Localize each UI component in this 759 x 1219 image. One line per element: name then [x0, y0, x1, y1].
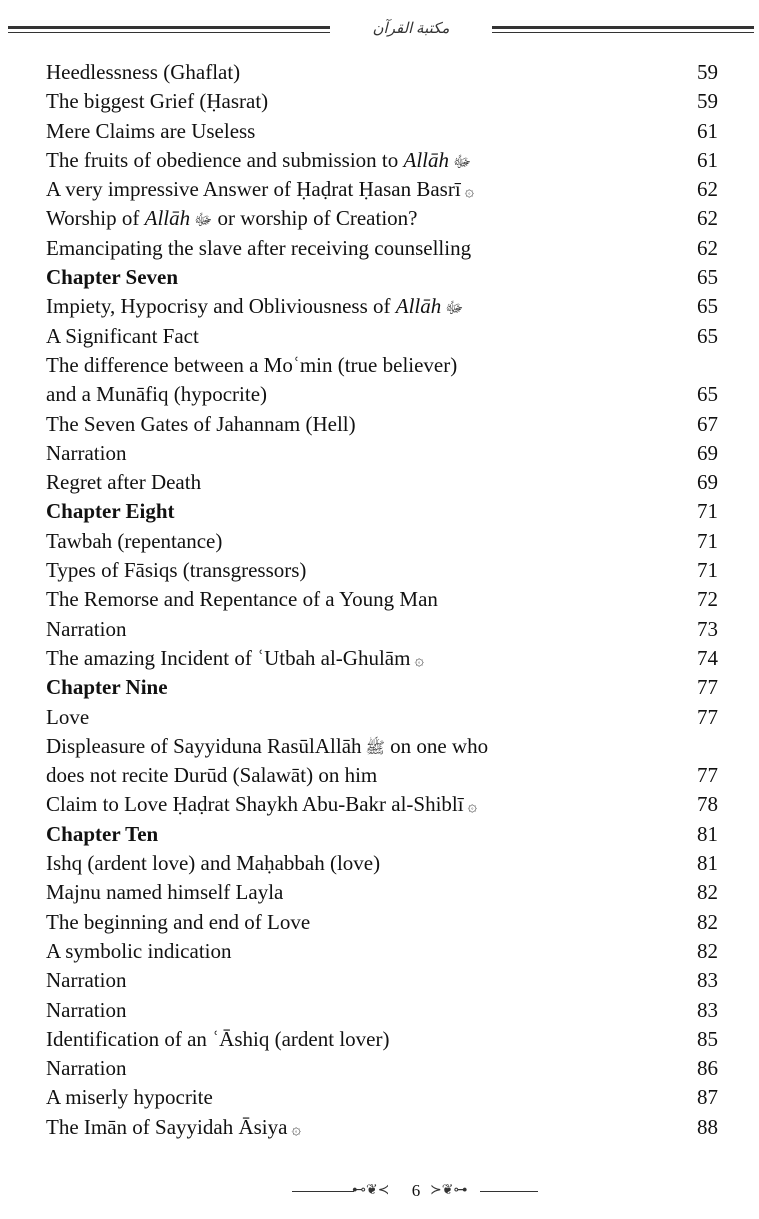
toc-entry: [46, 439, 718, 468]
toc-entry: [46, 292, 718, 321]
toc-entry-text: Regret after Death: [46, 470, 202, 495]
toc-entry-italic: Allāh: [403, 147, 450, 172]
toc-chapter-heading: [46, 673, 718, 702]
footer-line-right: [480, 1191, 538, 1192]
toc-entry-text: Narration: [46, 440, 127, 465]
footer-ornament-right: ≻❦⊶: [430, 1183, 468, 1198]
honorific-icon: ﷺ: [365, 739, 385, 757]
toc-entry-title: [46, 1085, 213, 1109]
toc-entry-text: Mere Claims are Useless: [46, 118, 256, 143]
toc-entry-title: [46, 499, 175, 523]
toc-entry-text: Narration: [46, 616, 127, 641]
toc-entry-title: [46, 177, 474, 201]
toc-page-number: 77: [697, 763, 718, 788]
footer-ornament-left: ⊷❦≺: [352, 1183, 390, 1198]
toc-entry: [46, 996, 718, 1025]
toc-entry-text-after: or worship of Creation?: [212, 206, 418, 231]
toc-entry-text: and a Munāfiq (hypocrite): [46, 382, 268, 407]
toc-page-number: 65: [697, 323, 718, 348]
page-header: [0, 10, 759, 44]
toc-page-number: 62: [697, 177, 718, 202]
toc-entry-text: Chapter Nine: [46, 675, 168, 700]
toc-page-number: 73: [697, 616, 718, 641]
toc-entry-title: [46, 1056, 126, 1080]
toc-entry-title: [46, 968, 126, 992]
toc-entry: [46, 878, 718, 907]
header-rule-left: [8, 26, 330, 29]
toc-page-number: 71: [697, 528, 718, 553]
toc-page-number: 65: [697, 382, 718, 407]
toc-entry-text: Narration: [46, 1056, 127, 1081]
toc-entry-title: [46, 880, 283, 904]
toc-entry: [46, 761, 718, 790]
toc-entry: [46, 468, 718, 497]
toc-entry-text: The Imān of Sayyidah Āsiya: [46, 1114, 288, 1139]
toc-entry: [46, 1113, 718, 1142]
toc-entry-text: Emancipating the slave after receiving counselling: [46, 235, 472, 260]
toc-entry: [46, 790, 718, 819]
toc-page-number: 77: [697, 675, 718, 700]
toc-entry-title: [46, 851, 380, 875]
toc-entry-title: [46, 763, 377, 787]
toc-page-number: 82: [697, 880, 718, 905]
toc-entry-title: [46, 353, 457, 377]
toc-entry: [46, 849, 718, 878]
toc-page-number: 77: [697, 704, 718, 729]
toc-page-number: 74: [697, 645, 718, 670]
toc-page-number: 81: [697, 851, 718, 876]
toc-entry-title: [46, 792, 477, 816]
toc-entry: [46, 966, 718, 995]
header-rule-left-thin: [8, 32, 330, 33]
toc-entry-title: [46, 60, 240, 84]
toc-entry-title: [46, 587, 438, 611]
toc-chapter-heading: [46, 263, 718, 292]
toc-entry: [46, 175, 718, 204]
honorific-icon: ۞: [464, 183, 475, 201]
toc-page-number: 87: [697, 1085, 718, 1110]
toc-entry-text: The amazing Incident of ʿUtbah al-Ghulām: [46, 645, 411, 670]
toc-entry-title: [46, 529, 222, 553]
honorific-icon: ﷻ: [445, 300, 464, 318]
page-number: 6: [411, 1181, 421, 1200]
toc-entry-text: Love: [46, 704, 90, 729]
toc-entry-text: Identification of an ʿĀshiq (ardent lover): [46, 1026, 390, 1051]
toc-entry-text: Types of Fāsiqs (transgressors): [46, 558, 307, 583]
toc-entry: [46, 937, 718, 966]
toc-entry-title: [46, 206, 418, 230]
toc-entry: [46, 644, 718, 673]
toc-entry: [46, 527, 718, 556]
honorific-icon: ۞: [467, 798, 477, 816]
toc-entry: [46, 87, 718, 116]
toc-entry-title: [46, 265, 178, 289]
toc-entry-text: Majnu named himself Layla: [46, 880, 284, 905]
toc-page-number: 69: [697, 440, 718, 465]
toc-entry-title: [46, 1027, 389, 1051]
toc-page-number: 59: [697, 89, 718, 114]
toc-page-number: 62: [697, 235, 718, 260]
toc-entry-text: The Remorse and Repentance of a Young Man: [46, 587, 438, 612]
toc-entry-title: [46, 119, 255, 143]
toc-entry: [46, 615, 718, 644]
toc-entry-text: Ishq (ardent love) and Maḥabbah (love): [46, 851, 381, 876]
toc-chapter-heading: [46, 497, 718, 526]
toc-entry-title: [46, 939, 231, 963]
toc-entry: [46, 1083, 718, 1112]
toc-entry-title: [46, 910, 310, 934]
toc-entry-title: [46, 148, 471, 172]
toc-entry: [46, 732, 718, 761]
toc-page-number: 71: [697, 558, 718, 583]
toc-entry-text: A very impressive Answer of Ḥaḍrat Ḥasan Basrī: [46, 177, 461, 202]
toc-entry-text: Chapter Seven: [46, 265, 179, 290]
toc-entry: [46, 585, 718, 614]
toc-page-number: 69: [697, 470, 718, 495]
toc-entry-title: [46, 470, 201, 494]
toc-entry-title: [46, 998, 126, 1022]
toc-entry: [46, 117, 718, 146]
toc-page-number: 86: [697, 1056, 718, 1081]
toc-page-number: 65: [697, 265, 718, 290]
toc-entry-text: Tawbah (repentance): [46, 528, 223, 553]
toc-entry-title: [46, 646, 424, 670]
toc-entry-italic: Allāh: [144, 206, 191, 231]
toc-entry-title: [46, 441, 126, 465]
toc-entry-title: [46, 617, 126, 641]
toc-entry: [46, 351, 718, 380]
toc-entry-text: The fruits of obedience and submission to: [46, 147, 404, 172]
toc-page-number: 78: [697, 792, 718, 817]
toc-entry: [46, 1054, 718, 1083]
toc-entry-text: Impiety, Hypocrisy and Obliviousness of: [46, 294, 396, 319]
toc-entry: [46, 703, 718, 732]
honorific-icon: ﷻ: [194, 212, 213, 230]
toc-entry-text: Narration: [46, 968, 127, 993]
header-rule-right: [492, 26, 754, 29]
toc-page-number: 72: [697, 587, 718, 612]
page-footer: [0, 1179, 759, 1203]
toc-entry-title: [46, 324, 199, 348]
toc-entry: [46, 234, 718, 263]
toc-entry-title: [46, 236, 471, 260]
toc-chapter-heading: [46, 820, 718, 849]
toc-page-number: 61: [697, 118, 718, 143]
toc-page-number: 85: [697, 1026, 718, 1051]
toc-page-number: 65: [697, 294, 718, 319]
toc-page-number: 82: [697, 909, 718, 934]
honorific-icon: ﷻ: [453, 153, 472, 171]
toc-entry-text: The difference between a Moʿmin (true believer): [46, 352, 458, 377]
toc-entry-title: [46, 294, 463, 318]
header-title: مكتبة القرآن: [372, 21, 450, 37]
toc-entry: [46, 322, 718, 351]
toc-page-number: 83: [697, 968, 718, 993]
toc-entry-text: A miserly hypocrite: [46, 1085, 213, 1110]
toc-entry-title: [46, 89, 268, 113]
table-of-contents: [46, 58, 718, 1142]
toc-entry-title: [46, 822, 158, 846]
footer-line-left: [292, 1191, 354, 1192]
toc-entry-text: The biggest Grief (Ḥasrat): [46, 89, 269, 114]
toc-entry-text: A Significant Fact: [46, 323, 199, 348]
toc-page-number: 81: [697, 821, 718, 846]
toc-page-number: 61: [697, 147, 718, 172]
toc-entry: [46, 380, 718, 409]
header-rule-right-thin: [492, 32, 754, 33]
toc-entry: [46, 204, 718, 233]
toc-page-number: 88: [697, 1114, 718, 1139]
toc-entry-text: Chapter Eight: [46, 499, 175, 524]
toc-entry-title: [46, 1115, 301, 1139]
toc-entry-text: Displeasure of Sayyiduna RasūlAllāh: [46, 733, 362, 758]
toc-page-number: 59: [697, 60, 718, 84]
toc-entry: [46, 908, 718, 937]
toc-entry-text: The Seven Gates of Jahannam (Hell): [46, 411, 356, 436]
toc-entry-title: [46, 558, 306, 582]
toc-entry: [46, 146, 718, 175]
toc-page-number: 62: [697, 206, 718, 231]
toc-entry-text: The beginning and end of Love: [46, 909, 311, 934]
toc-entry-text: Heedlessness (Ghaflat): [46, 60, 241, 84]
toc-entry-text-after: on one who: [384, 733, 489, 758]
toc-page-number: 71: [697, 499, 718, 524]
toc-entry: [46, 556, 718, 585]
toc-entry-text: Worship of: [46, 206, 145, 231]
toc-page-number: 82: [697, 938, 718, 963]
toc-entry-italic: Allāh: [395, 294, 442, 319]
toc-entry-text: Claim to Love Ḥaḍrat Shaykh Abu-Bakr al-Shiblī: [46, 792, 464, 817]
toc-entry-title: [46, 705, 89, 729]
toc-entry-title: [46, 675, 168, 699]
toc-page-number: 67: [697, 411, 718, 436]
toc-entry-text: Narration: [46, 997, 127, 1022]
toc-entry-title: [46, 734, 488, 758]
toc-entry: [46, 410, 718, 439]
toc-page-number: 83: [697, 997, 718, 1022]
toc-entry-text: does not recite Durūd (Salawāt) on him: [46, 763, 378, 788]
honorific-icon: ۞: [414, 651, 424, 669]
toc-entry-text: Chapter Ten: [46, 821, 159, 846]
toc-entry-text: A symbolic indication: [46, 938, 232, 963]
toc-entry-title: [46, 382, 267, 406]
toc-entry-title: [46, 412, 356, 436]
honorific-icon: ۞: [291, 1120, 301, 1138]
toc-entry: [46, 58, 718, 87]
toc-entry: [46, 1025, 718, 1054]
